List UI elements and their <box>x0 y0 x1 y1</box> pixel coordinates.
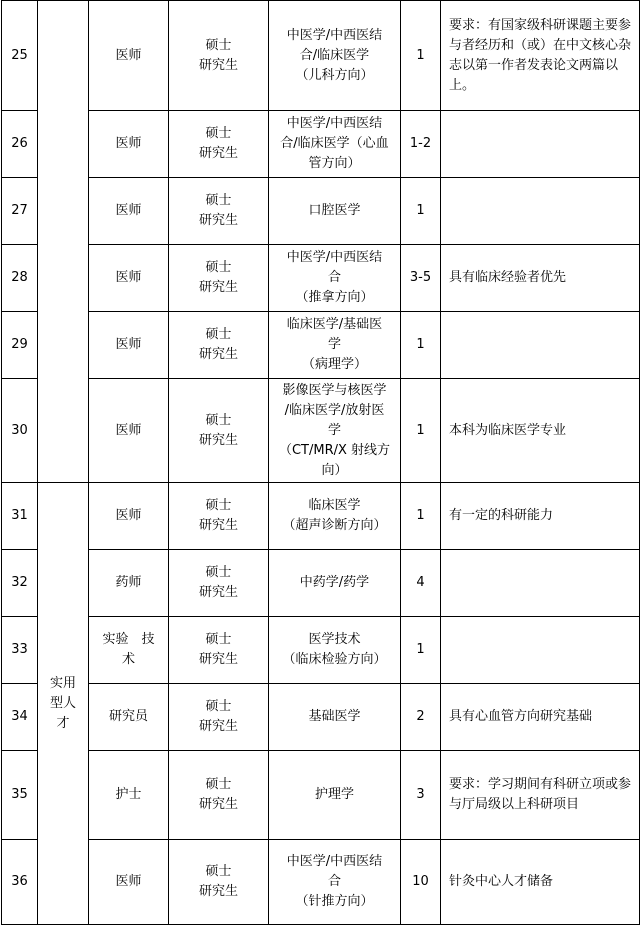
note-cell <box>441 312 640 379</box>
major-cell: 中医学/中西医结 合 （推拿方向） <box>269 245 401 312</box>
count-cell: 10 <box>401 840 441 925</box>
note-cell: 具有临床经验者优先 <box>441 245 640 312</box>
position-cell: 医师 <box>89 483 169 550</box>
note-cell <box>441 550 640 617</box>
table-row <box>2 840 640 925</box>
count-cell: 1 <box>401 312 441 379</box>
position-cell: 实验 技 术 <box>89 617 169 684</box>
position-cell: 医师 <box>89 840 169 925</box>
degree-cell: 硕士 研究生 <box>169 312 269 379</box>
table-row <box>2 312 640 379</box>
row-number: 32 <box>2 550 38 617</box>
note-cell: 要求：有国家级科研课题主要参与者经历和（或）在中文核心杂志以第一作者发表论文两篇以上。 <box>441 1 640 111</box>
table-row <box>2 178 640 245</box>
table-row <box>2 684 640 751</box>
note-cell: 要求：学习期间有科研立项或参与厅局级以上科研项目 <box>441 751 640 840</box>
major-cell: 中医学/中西医结 合/临床医学 （儿科方向） <box>269 1 401 111</box>
degree-cell: 硕士 研究生 <box>169 617 269 684</box>
note-cell <box>441 617 640 684</box>
major-cell: 临床医学 （超声诊断方向） <box>269 483 401 550</box>
recruitment-table <box>1 0 640 925</box>
row-number: 25 <box>2 1 38 111</box>
major-cell: 影像医学与核医学 /临床医学/放射医 学 （CT/MR/X 射线方 向） <box>269 379 401 483</box>
major-cell: 医学技术 （临床检验方向） <box>269 617 401 684</box>
row-number: 36 <box>2 840 38 925</box>
table-row <box>2 111 640 178</box>
count-cell: 1 <box>401 617 441 684</box>
position-cell: 护士 <box>89 751 169 840</box>
degree-cell: 硕士 研究生 <box>169 840 269 925</box>
position-cell: 医师 <box>89 379 169 483</box>
table-row <box>2 245 640 312</box>
count-cell: 4 <box>401 550 441 617</box>
note-cell <box>441 178 640 245</box>
degree-cell: 硕士 研究生 <box>169 751 269 840</box>
count-cell: 1-2 <box>401 111 441 178</box>
row-number: 31 <box>2 483 38 550</box>
note-cell: 具有心血管方向研究基础 <box>441 684 640 751</box>
row-number: 27 <box>2 178 38 245</box>
note-cell <box>441 111 640 178</box>
count-cell: 3-5 <box>401 245 441 312</box>
count-cell: 1 <box>401 178 441 245</box>
row-number: 35 <box>2 751 38 840</box>
position-cell: 医师 <box>89 245 169 312</box>
degree-cell: 硕士 研究生 <box>169 684 269 751</box>
major-cell: 中医学/中西医结 合 （针推方向） <box>269 840 401 925</box>
row-number: 28 <box>2 245 38 312</box>
degree-cell: 硕士 研究生 <box>169 1 269 111</box>
table-row <box>2 751 640 840</box>
table-row <box>2 617 640 684</box>
table-row <box>2 483 640 550</box>
table-row <box>2 379 640 483</box>
degree-cell: 硕士 研究生 <box>169 379 269 483</box>
row-number: 29 <box>2 312 38 379</box>
position-cell: 医师 <box>89 312 169 379</box>
count-cell: 1 <box>401 379 441 483</box>
major-cell: 中药学/药学 <box>269 550 401 617</box>
count-cell: 1 <box>401 483 441 550</box>
position-cell: 医师 <box>89 111 169 178</box>
note-cell: 有一定的科研能力 <box>441 483 640 550</box>
major-cell: 基础医学 <box>269 684 401 751</box>
position-cell: 医师 <box>89 1 169 111</box>
note-cell: 本科为临床医学专业 <box>441 379 640 483</box>
major-cell: 临床医学/基础医 学 （病理学） <box>269 312 401 379</box>
row-number: 26 <box>2 111 38 178</box>
position-cell: 研究员 <box>89 684 169 751</box>
note-cell: 针灸中心人才储备 <box>441 840 640 925</box>
position-cell: 医师 <box>89 178 169 245</box>
table-row <box>2 550 640 617</box>
major-cell: 护理学 <box>269 751 401 840</box>
count-cell: 3 <box>401 751 441 840</box>
major-cell: 中医学/中西医结 合/临床医学（心血 管方向） <box>269 111 401 178</box>
position-cell: 药师 <box>89 550 169 617</box>
degree-cell: 硕士 研究生 <box>169 178 269 245</box>
row-number: 30 <box>2 379 38 483</box>
degree-cell: 硕士 研究生 <box>169 550 269 617</box>
degree-cell: 硕士 研究生 <box>169 245 269 312</box>
count-cell: 2 <box>401 684 441 751</box>
table-row <box>2 1 640 111</box>
category-cell-top <box>38 1 89 483</box>
degree-cell: 硕士 研究生 <box>169 483 269 550</box>
major-cell: 口腔医学 <box>269 178 401 245</box>
row-number: 34 <box>2 684 38 751</box>
category-cell: 实用 型人 才 <box>38 483 89 925</box>
degree-cell: 硕士 研究生 <box>169 111 269 178</box>
row-number: 33 <box>2 617 38 684</box>
count-cell: 1 <box>401 1 441 111</box>
